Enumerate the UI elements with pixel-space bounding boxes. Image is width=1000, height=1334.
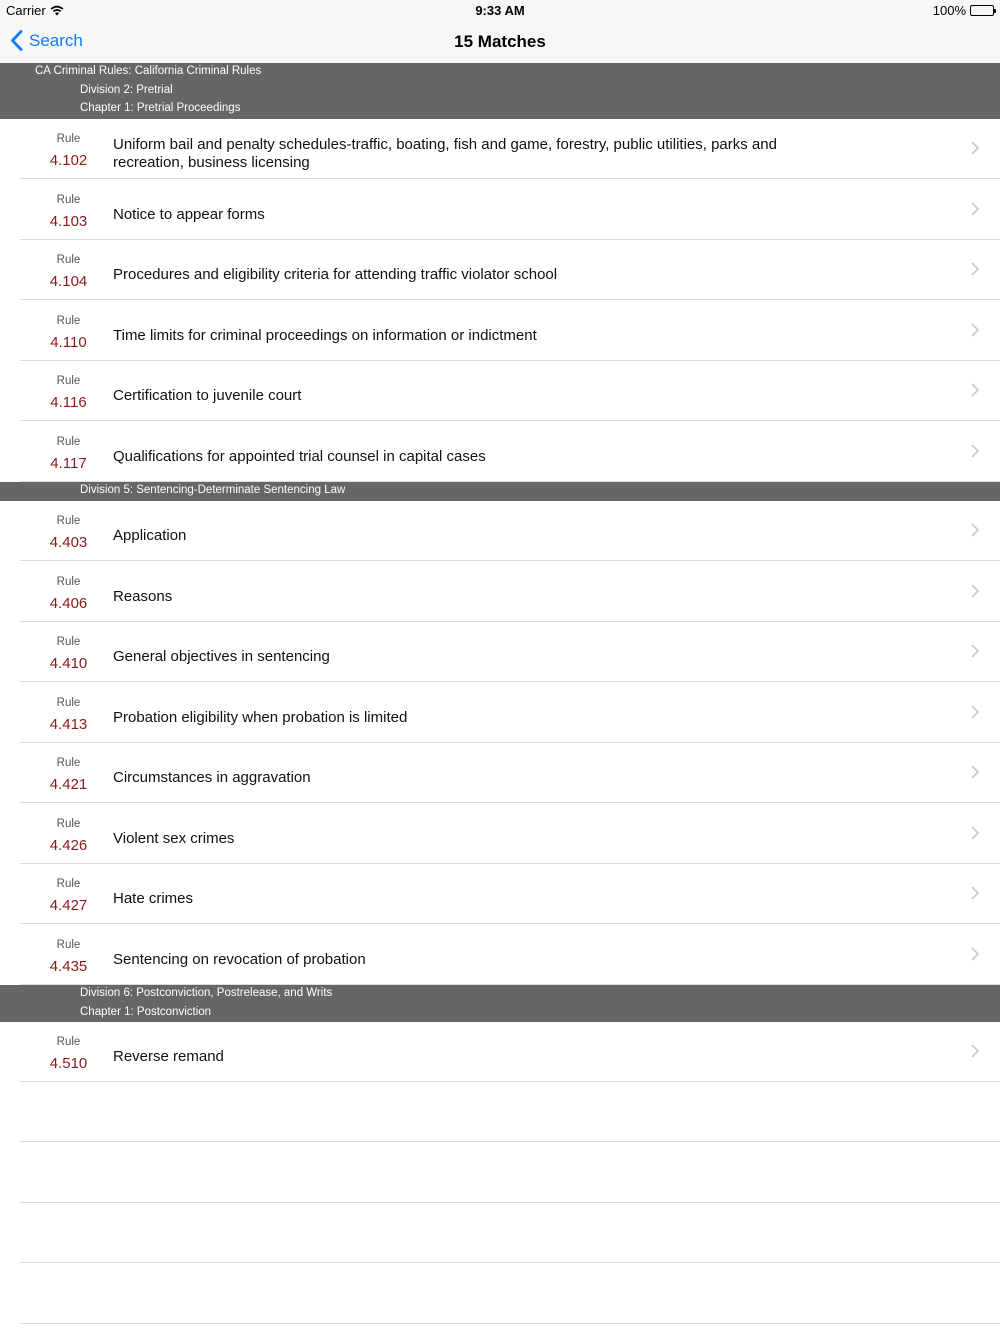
rule-label: Rule — [56, 314, 81, 327]
status-time: 9:33 AM — [475, 3, 525, 18]
rule-number: 4.117 — [50, 454, 87, 472]
chevron-right-icon — [971, 383, 979, 397]
rule-row[interactable] — [0, 361, 1000, 421]
chevron-right-icon — [971, 323, 979, 337]
section-header-line: CA Criminal Rules: California Criminal Rules — [35, 65, 262, 77]
chevron-right-icon — [971, 444, 979, 458]
rule-number: 4.116 — [50, 394, 87, 411]
rule-row[interactable] — [0, 501, 1000, 561]
rule-number: 4.427 — [49, 897, 88, 914]
rule-label: Rule — [56, 817, 81, 830]
chevron-right-icon — [971, 644, 979, 658]
rule-row[interactable] — [0, 562, 1000, 622]
rule-title: Hate crimes — [113, 890, 194, 907]
section-header-line: Division 2: Pretrial — [80, 83, 173, 96]
carrier-label: Carrier — [6, 3, 46, 18]
chevron-right-icon — [971, 523, 979, 537]
rule-title: Probation eligibility when probation is limited — [113, 708, 408, 726]
battery-percent: 100% — [932, 3, 966, 18]
rule-number: 4.104 — [49, 273, 88, 290]
rule-label: Rule — [56, 575, 81, 588]
section-header — [0, 63, 1000, 119]
section-header-line: Chapter 1: Pretrial Proceedings — [80, 102, 241, 115]
status-bar — [0, 0, 1000, 22]
rule-number: 4.426 — [49, 836, 88, 854]
rule-title: Uniform bail and penalty schedules-traffic, boating, fish and game, forestry, public utilities, parks and recreation, business licensing — [113, 136, 777, 171]
empty-row-separator — [20, 1262, 1000, 1263]
chevron-right-icon — [971, 1044, 979, 1058]
rule-label: Rule — [56, 375, 81, 387]
chevron-right-icon — [971, 705, 979, 719]
empty-row-separator — [20, 1323, 1000, 1324]
rule-row[interactable] — [0, 683, 1000, 743]
section-header — [0, 985, 1000, 1022]
rule-label: Rule — [56, 515, 81, 527]
rule-row[interactable] — [0, 119, 1000, 179]
rule-title: Violent sex crimes — [113, 829, 235, 847]
rule-label: Rule — [56, 696, 81, 709]
rule-label: Rule — [56, 938, 81, 951]
back-button-label: Search — [29, 30, 83, 50]
rule-number: 4.421 — [49, 776, 88, 793]
section-header-line: Division 5: Sentencing-Determinate Sentencing Law — [80, 484, 346, 496]
rule-row[interactable] — [0, 301, 1000, 361]
page-title: 15 Matches — [454, 32, 546, 51]
section-header-line: Chapter 1: Postconviction — [80, 1005, 212, 1018]
rule-number: 4.110 — [50, 333, 87, 351]
rule-title: Reverse remand — [113, 1048, 224, 1065]
rule-row[interactable] — [0, 1022, 1000, 1082]
rule-label: Rule — [56, 193, 81, 206]
rule-label: Rule — [56, 1036, 81, 1048]
rule-title: Time limits for criminal proceedings on information or indictment — [113, 326, 537, 344]
section-header — [0, 482, 1000, 501]
chevron-right-icon — [971, 765, 979, 779]
rule-title: Qualifications for appointed trial counsel in capital cases — [113, 447, 486, 465]
rule-label: Rule — [56, 878, 81, 890]
rule-number: 4.403 — [49, 534, 88, 551]
empty-row-separator — [20, 1141, 1000, 1142]
rule-number: 4.413 — [49, 715, 88, 733]
rule-number: 4.103 — [49, 212, 88, 230]
chevron-right-icon — [971, 202, 979, 216]
rule-label: Rule — [56, 757, 81, 769]
battery-icon — [970, 5, 994, 16]
chevron-right-icon — [971, 826, 979, 840]
rule-row[interactable] — [0, 804, 1000, 864]
rule-label: Rule — [56, 636, 81, 648]
rule-title: Notice to appear forms — [113, 205, 265, 223]
rule-row[interactable] — [0, 422, 1000, 482]
chevron-right-icon — [971, 584, 979, 598]
rule-title: Application — [113, 527, 187, 544]
rule-number: 4.406 — [49, 594, 88, 612]
rule-title: Reasons — [113, 587, 173, 605]
empty-row-separator — [20, 1202, 1000, 1203]
rule-title: Circumstances in aggravation — [113, 769, 311, 786]
rule-row[interactable] — [0, 743, 1000, 803]
rule-title: General objectives in sentencing — [113, 648, 330, 665]
navigation-bar — [0, 22, 1000, 63]
chevron-right-icon — [971, 947, 979, 961]
chevron-right-icon — [971, 262, 979, 276]
rule-row[interactable] — [0, 240, 1000, 300]
rule-number: 4.510 — [49, 1055, 88, 1072]
rule-row[interactable] — [0, 622, 1000, 682]
rule-title: Procedures and eligibility criteria for attending traffic violator school — [113, 266, 558, 283]
rule-row[interactable] — [0, 864, 1000, 924]
rule-number: 4.410 — [49, 655, 88, 672]
chevron-right-icon — [971, 886, 979, 900]
rule-label: Rule — [56, 133, 81, 145]
rule-label: Rule — [56, 254, 81, 266]
rule-number: 4.435 — [49, 957, 88, 975]
rule-row[interactable] — [0, 180, 1000, 240]
chevron-right-icon — [971, 141, 979, 155]
rule-row[interactable] — [0, 925, 1000, 985]
rule-title: Certification to juvenile court — [113, 387, 302, 404]
section-header-line: Division 6: Postconviction, Postrelease, and Writs — [80, 987, 333, 999]
rule-label: Rule — [56, 435, 81, 448]
rule-number: 4.102 — [49, 152, 88, 169]
rule-title: Sentencing on revocation of probation — [113, 950, 366, 968]
